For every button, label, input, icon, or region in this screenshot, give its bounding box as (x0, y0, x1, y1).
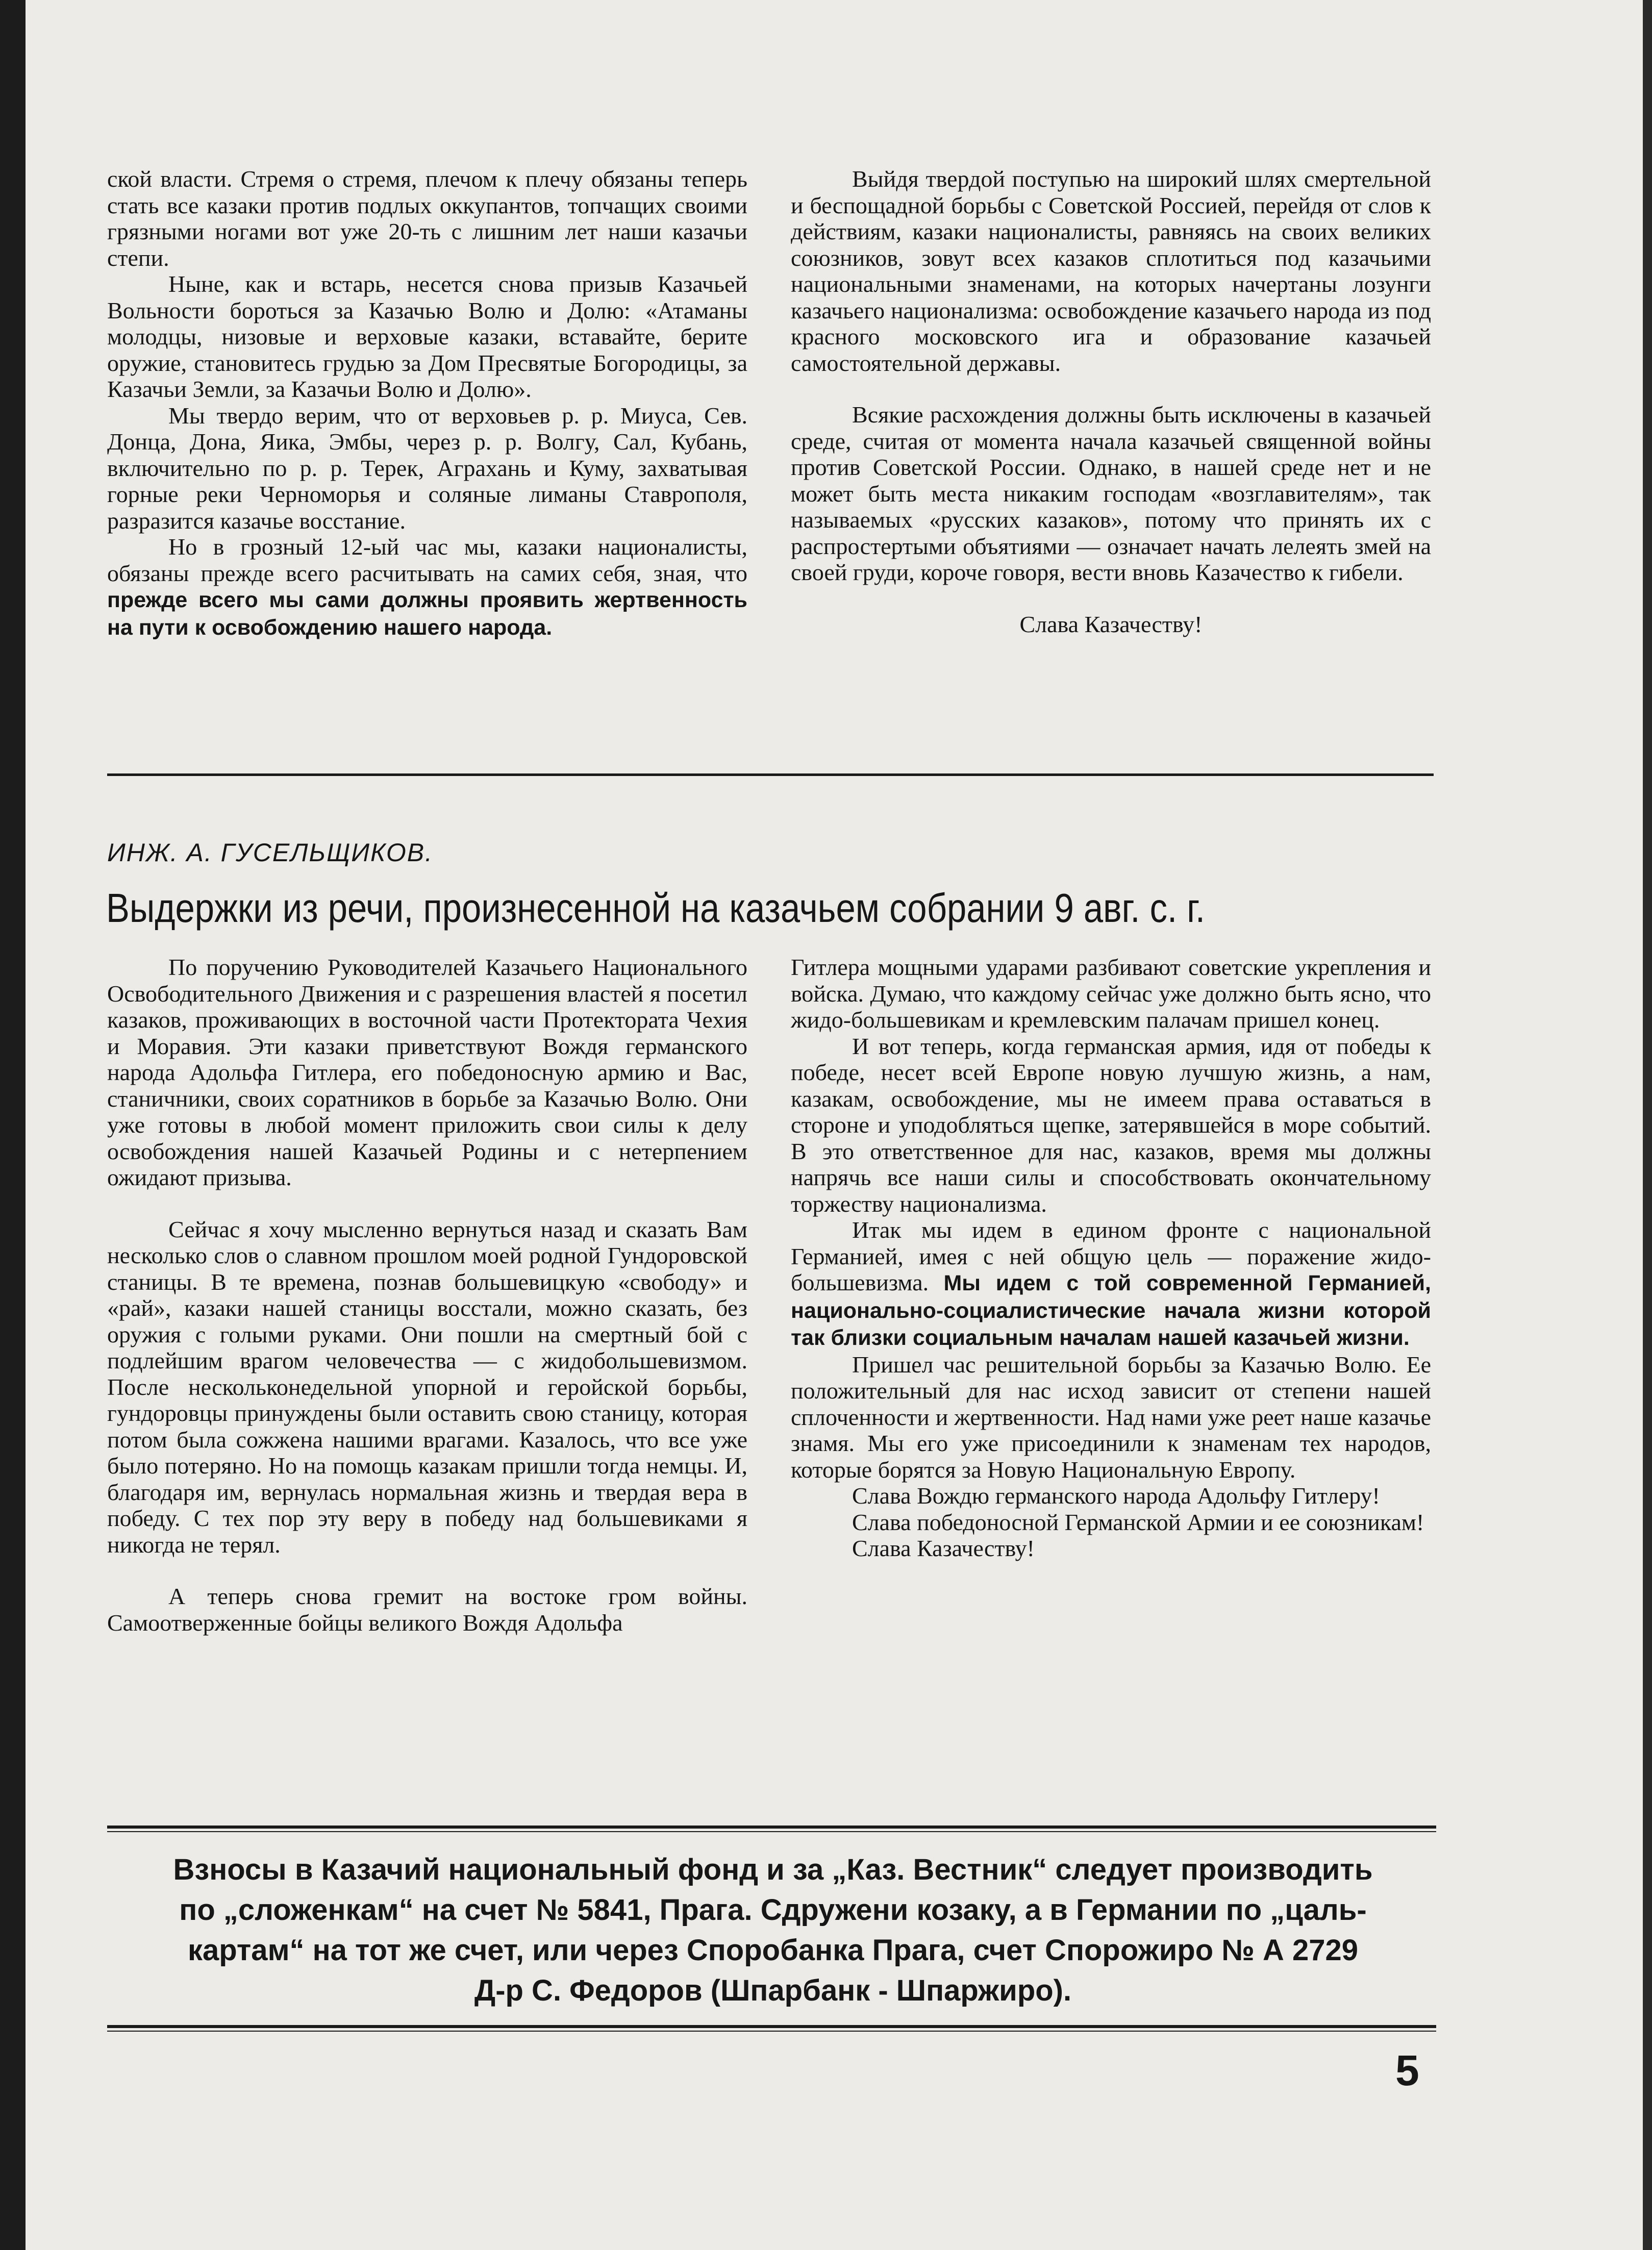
emphasis-text: Мы идем с той современной Германией, национально-социалистические начала жизни которой так близки социальным началам нашей казачьей жизни. (791, 1271, 1432, 1350)
footer-rule-bottom (107, 2025, 1436, 2028)
paragraph (107, 534, 747, 641)
paragraph: А теперь снова гремит на востоке гром войны. Самоотверженные бойцы великого Вождя Адольфа (107, 1583, 747, 1636)
notice-line: по „сложенкам“ на счет № 5841, Прага. Сдружени козаку, а в Германии по „цаль- (179, 1893, 1367, 1927)
paragraph: Ныне, как и встарь, несется снова призыв Казачьей Вольности бороться за Казачью Волю и Долю: «Атаманы молодцы, низовые и верховые казаки, вставайте, берите оружие, становитесь грудью за Дом Пресвятые Богородицы, за Казачьи Земли, за Казачьи Волю и Долю». (107, 271, 747, 402)
notice-line: Д-р С. Федоров (Шпарбанк - Шпаржиро). (474, 1974, 1072, 2007)
salute: Слава Казачеству! (852, 1535, 1035, 1561)
paragraph: Сейчас я хочу мысленно вернуться назад и сказать Вам несколько слов о славном прошлом моей родной Гундоровской станицы. В те времена, познав большевицкую «свободу» и «рай», казаки нашей станицы восстали, можно сказать, без оружия с голыми руками. Они пошли на смертный бой с подлейшим врагом человечества — с жидобольшевизмом. После нескольконедельной упорной и геройской борьбы, гундоровцы принуждены были оставить свою станицу, которая потом была сожжена нашими врагами. Казалось, что все уже было потеряно. Но на помощь казакам пришли тогда немцы. И, благодаря им, вернулась нормальная жизнь и твердая вера в победу. С тех пор эту веру в победу над большевиками я никогда не терял. (107, 1216, 747, 1558)
article-title: Выдержки из речи, произнесенной на казачьем собрании 9 авг. с. г. (106, 885, 1206, 931)
top-right-column (791, 166, 1431, 637)
author-byline: ИНЖ. А. ГУСЕЛЬЩИКОВ. (107, 838, 434, 867)
donation-notice (107, 1849, 1439, 2011)
salute: Слава Вождю германского народа Адольфу Гитлеру! (852, 1483, 1380, 1509)
divider (107, 773, 1434, 776)
footer-rule-bottom-thin (107, 2031, 1436, 2032)
footer-rule-top (107, 1826, 1436, 1829)
top-left-column (107, 166, 747, 641)
notice-line: Взносы в Казачий национальный фонд и за „Каз. Вестник“ следует производить (173, 1853, 1373, 1886)
paragraph: ской власти. Стремя о стремя, плечом к плечу обязаны теперь стать все казаки против подлых оккупантов, топчащих своими грязными ногами вот уже 20-ть с лишним лет наши казачьи степи. (107, 166, 747, 271)
paragraph-text: Но в грозный 12-ый час мы, казаки националисты, обязаны прежде всего расчитывать на самих себя, зная, что (107, 534, 747, 586)
paragraph-text: Итак мы идем в едином фронте с национальной Германией, имея с ней общую цель — поражение жидо-большевизма. (791, 1217, 1431, 1295)
paragraph: Гитлера мощными ударами разбивают советские укрепления и войска. Думаю, что каждому сейчас уже должно быть ясно, что жидо-большевикам и кремлевским палачам пришел конец. (791, 954, 1431, 1033)
footer-rule-top-thin (107, 1831, 1436, 1832)
emphasis-text: прежде всего мы сами должны проявить жертвенность на пути к освобождению нашего народа. (107, 588, 747, 640)
paragraph: Выйдя твердой поступью на широкий шлях смертельной и беспощадной борьбы с Советской Россией, перейдя от слов к действиям, казаки националисты, равняясь на своих великих союзников, зовут всех казаков сплотиться под казачьими национальными знаменами, на которых начертаны лозунги казачьего национализма: освобождение казачьего народа из под красного московского ига и образование казачьей самостоятельной державы. (791, 166, 1431, 376)
paragraph (791, 1217, 1431, 1352)
paragraph: Мы твердо верим, что от верховьев р. р. Миуса, Сев. Донца, Дона, Яика, Эмбы, через р. р. Волгу, Сал, Кубань, включительно по р. р. Терек, Аграхань и Куму, захватывая горные реки Черноморья и соляные лиманы Ставрополя, разразится казачье восстание. (107, 402, 747, 534)
article-right-column (791, 954, 1431, 1562)
scan-edge (0, 0, 26, 2250)
paragraph: По поручению Руководителей Казачьего Национального Освободительного Движения и с разрешения властей я посетил казаков, проживающих в восточной части Протектората Чехия и Моравия. Эти казаки приветствуют Вождя германского народа Адольфа Гитлера, его победоносную армию и Вас, станичники, своих соратников в борьбе за Казачью Волю. Они уже готовы в любой момент приложить свои силы к делу освобождения нашей Казачьей Родины и с нетерпением ожидают призыва. (107, 954, 747, 1190)
paragraph: Всякие расхождения должны быть исключены в казачьей среде, считая от момента начала казачьей священной войны против Советской России. Однако, в нашей среде нет и не может быть места никаким господам «возглавителям», так называемых «русских казаков», потому что принять их с распростертыми объятиями — означает начать лелеять змей на своей груди, короче говоря, вести вновь Казачество к гибели. (791, 402, 1431, 585)
paragraph: Пришел час решительной борьбы за Казачью Волю. Ее положительный для нас исход зависит от степени нашей сплоченности и жертвенности. Над нами уже реет наше казачье знамя. Мы его уже присоединили к знаменам тех народов, которые борятся за Новую Национальную Европу. (791, 1351, 1431, 1483)
closing-salute: Слава Казачеству! (1019, 611, 1203, 637)
salute: Слава победоносной Германской Армии и ее союзникам! (852, 1509, 1424, 1535)
page-number: 5 (1395, 2046, 1419, 2094)
paragraph: И вот теперь, когда германская армия, идя от победы к победе, несет всей Европе новую лучшую жизнь, а нам, казакам, освобождение, мы не имеем права оставаться в стороне и уподобляться щепке, затерявшейся в море событий. В это ответственное для нас, казаков, время мы должны напрячь все наши силы и способствовать окончательному торжеству национализма. (791, 1033, 1431, 1217)
notice-line: картам“ на тот же счет, или через Споробанка Прага, счет Спорожиро № А 2729 (187, 1934, 1359, 1967)
article-left-column (107, 954, 747, 1636)
